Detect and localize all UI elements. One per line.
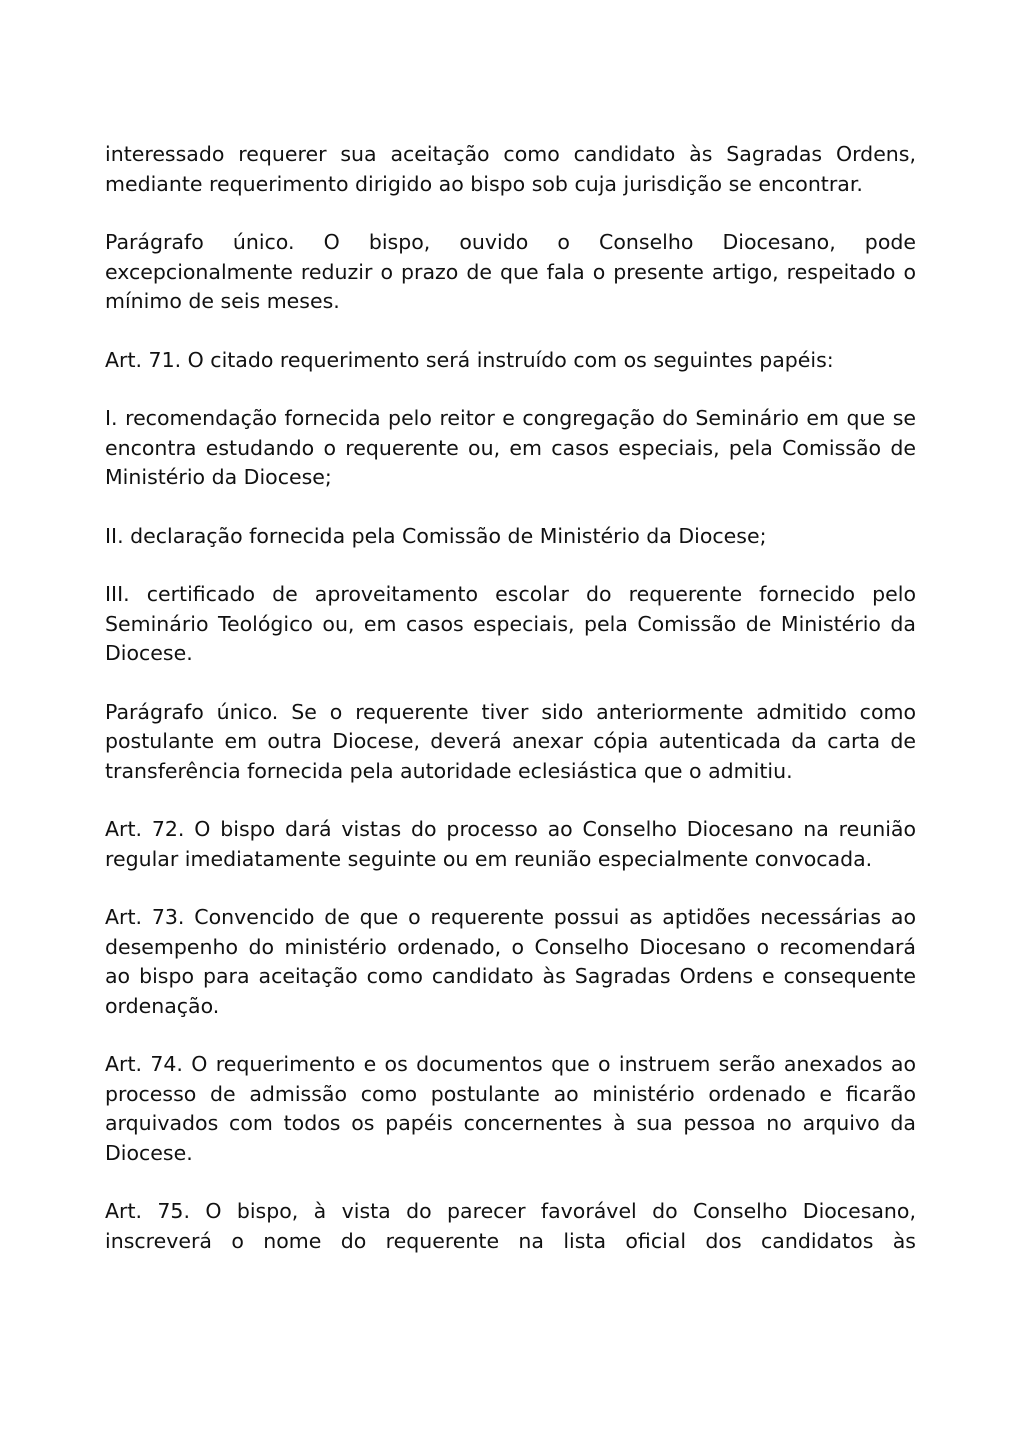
paragraph-item-ii: II. declaração fornecida pela Comissão de Ministério da Diocese; xyxy=(105,523,767,548)
paragraph-article-74: Art. 74. O requerimento e os documentos que o instruem serão anexados ao processo de admissão como postulante ao ministério ordenado e ficarão arquivados com todos os papéis concernentes à sua pessoa no arquivo da Diocese. xyxy=(105,1052,916,1165)
paragraph-article-73: Art. 73. Convencido de que o requerente possui as aptidões necessárias ao desempenho do ministério ordenado, o Conselho Diocesano o recomendará ao bispo para aceitação como candidato às Sagradas Ordens e consequente ordenação. xyxy=(105,905,916,1018)
paragraph-article-75: Art. 75. O bispo, à vista do parecer favorável do Conselho Diocesano, inscreverá o nome do requerente na lista oficial dos candidatos às xyxy=(105,1199,916,1253)
document-page xyxy=(105,140,916,1285)
paragraph-single-article-71: Parágrafo único. Se o requerente tiver sido anteriormente admitido como postulante em outra Diocese, deverá anexar cópia autenticada da carta de transferência fornecida pela autoridade eclesiástica que o admitiu. xyxy=(105,699,916,783)
paragraph-article-72: Art. 72. O bispo dará vistas do processo ao Conselho Diocesano na reunião regular imediatamente seguinte ou em reunião especialmente convocada. xyxy=(105,817,916,871)
paragraph-continuation: interessado requerer sua aceitação como candidato às Sagradas Ordens, mediante requerimento dirigido ao bispo sob cuja jurisdição se encontrar. xyxy=(105,142,916,196)
paragraph-single-article-70: Parágrafo único. O bispo, ouvido o Conselho Diocesano, pode excepcionalmente reduzir o prazo de que fala o presente artigo, respeitado o mínimo de seis meses. xyxy=(105,230,916,313)
paragraph-item-iii: III. certificado de aproveitamento escolar do requerente fornecido pelo Seminário Teológico ou, em casos especiais, pela Comissão de Ministério da Diocese. xyxy=(105,582,916,665)
paragraph-article-71: Art. 71. O citado requerimento será instruído com os seguintes papéis: xyxy=(105,347,834,372)
paragraph-item-i: I. recomendação fornecida pelo reitor e congregação do Seminário em que se encontra estudando o requerente ou, em casos especiais, pela Comissão de Ministério da Diocese; xyxy=(105,406,916,489)
